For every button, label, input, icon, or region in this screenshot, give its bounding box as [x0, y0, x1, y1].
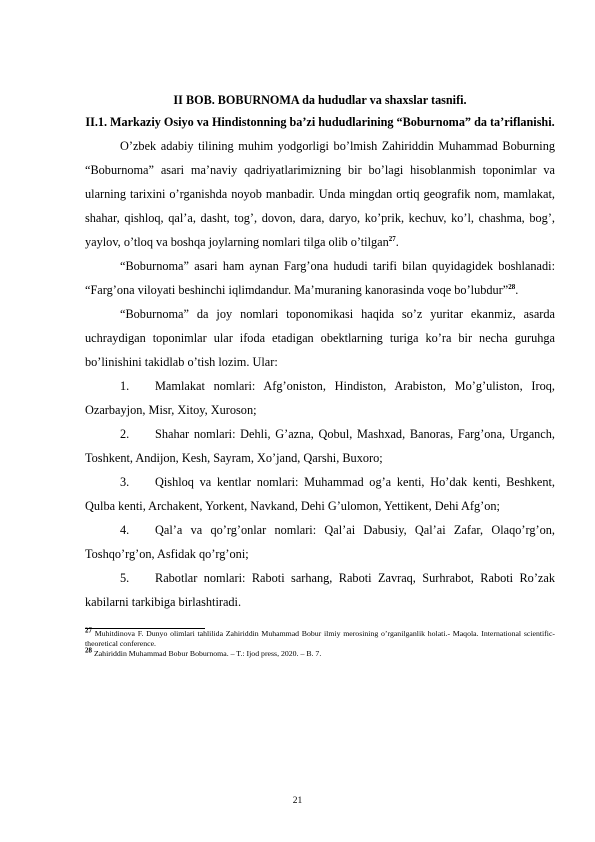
- paragraph-1: [85, 134, 555, 254]
- list-text: Mamlakat nomlari: Afg’oniston, Hindiston, Arabiston, Mo’g’uliston, Iroq, Ozarbayjon, Misr, Xitoy, Xuroson;: [85, 379, 555, 417]
- paragraph-1-end: .: [395, 235, 399, 249]
- list-item-5: [85, 566, 555, 614]
- list-text: Qishloq va kentlar nomlari: Muhammad og’a kenti, Ho’dak kenti, Beshkent, Qulba kenti, Archakent, Yorkent, Navkand, Dehi G’ulomon, Yettikent, Dehi Afg’on;: [85, 475, 555, 513]
- list-item-2: [85, 422, 555, 470]
- footnote-27: [85, 626, 555, 649]
- footnote-marker: 27: [85, 626, 92, 635]
- list-number: 1.: [120, 379, 130, 393]
- paragraph-3-text: “Boburnoma” da joy nomlari toponomikasi haqida so’z yuritar ekanmiz, asarda uchraydigan toponimlar ular ifoda etadigan obektlarning turiga ko’ra bir necha guruhga bo’linishini takidlab o’tish lozim. Ular:: [85, 307, 555, 369]
- footnote-ref-27[interactable]: 27: [388, 234, 396, 243]
- page-number: 21: [292, 796, 303, 806]
- paragraph-2-text: “Boburnoma” asari ham aynan Farg’ona hududi tarifi bilan quyidagidek boshlanadi: “Farg’ona viloyati beshinchi iqlimdandur. Ma’muraning kanorasinda voqe bo’lubdur”: [85, 259, 555, 297]
- list-number: 5.: [120, 571, 130, 585]
- footnote-text: Zahiriddin Muhammad Bobur Boburnoma. – T.: Ijod press, 2020. – B. 7.: [92, 649, 322, 658]
- footnote-marker: 28: [85, 646, 92, 655]
- paragraph-2: [85, 254, 555, 302]
- paragraph-3: [85, 302, 555, 374]
- list-number: 4.: [120, 523, 130, 537]
- footnote-ref-28[interactable]: 28: [508, 282, 516, 291]
- list-item-4: [85, 518, 555, 566]
- list-text: Rabotlar nomlari: Raboti sarhang, Raboti Zavraq, Surhrabot, Raboti Ro’zak kabilarni tarkibiga birlashtiradi.: [85, 571, 555, 609]
- paragraph-2-end: .: [515, 283, 519, 297]
- chapter-title: II BOB. BOBURNOMA da hududlar va shaxslar tasnifi.: [173, 93, 467, 107]
- footnote-28: [85, 646, 555, 659]
- document-page: [85, 90, 555, 659]
- list-text: Shahar nomlari: Dehli, G’azna, Qobul, Mashxad, Banoras, Farg’ona, Urganch, Toshkent, Andijon, Kesh, Sayram, Xo’jand, Qarshi, Buxoro;: [85, 427, 555, 465]
- list-number: 3.: [120, 475, 130, 489]
- paragraph-1-text: O’zbek adabiy tilining muhim yodgorligi bo’lmish Zahiriddin Muhammad Boburning “Boburnoma” asari ma’naviy qadriyatlarimizning bir bo’lagi hisoblanmish toponimlar va ularning tarixini o’rganishda noyob manbadir. Unda mingdan ortiq geografik nom, mamlakat, shahar, qishloq, qal’a, dasht, tog’, dovon, dara, daryo, ko’prik, kechuv, ko’l, chashma, bog’, yaylov, o’tloq va boshqa joylarning nomlari tilga olib o’tilgan: [85, 139, 555, 249]
- footnote-text: Muhitdinova F. Dunyo olimlari tahlilida Zahiriddin Muhammad Bobur ilmiy merosining o’rganilganlik holati.- Maqola. International scientific-theoretical conference.: [85, 629, 555, 648]
- list-item-1: [85, 374, 555, 422]
- list-item-3: [85, 470, 555, 518]
- list-text: Qal’a va qo’rg’onlar nomlari: Qal’ai Dabusiy, Qal’ai Zafar, Olaqo’rg’on, Toshqo’rg’on, Asfidak qo’rg’oni;: [85, 523, 555, 561]
- list-number: 2.: [120, 427, 130, 441]
- section-title: II.1. Markaziy Osiyo va Hindistonning ba’zi hududlarining “Boburnoma” da ta’riflanishi.: [85, 115, 555, 129]
